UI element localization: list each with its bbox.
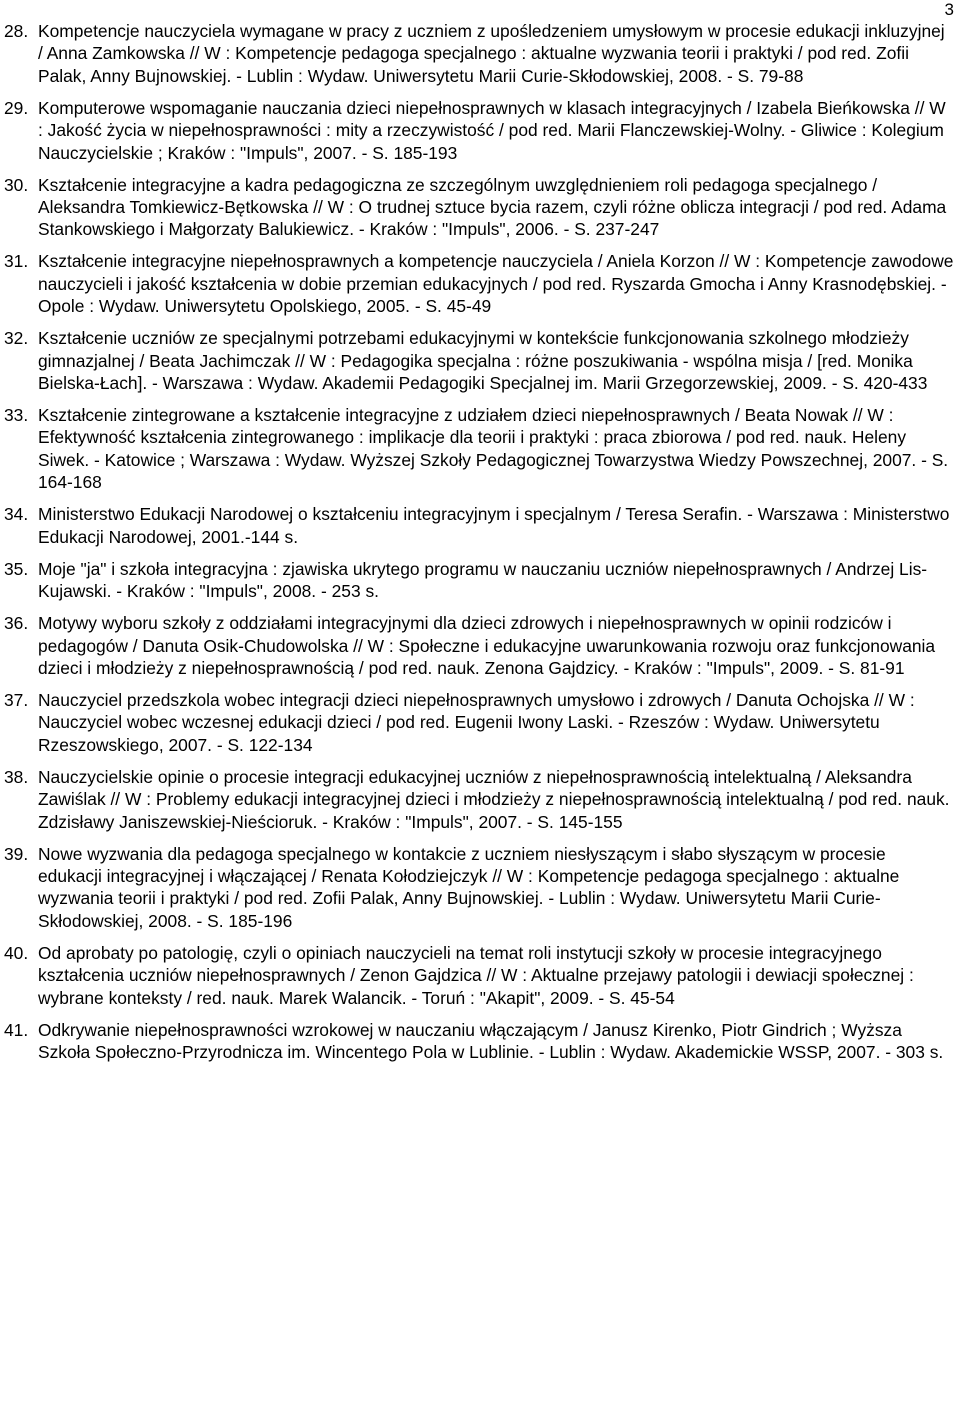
entry-number: 34.	[4, 504, 29, 525]
bibliography-entry	[0, 942, 960, 1009]
entry-number: 41.	[4, 1019, 29, 1040]
bibliography-entry	[0, 97, 960, 164]
entry-number: 40.	[4, 942, 29, 963]
entry-text: Moje "ja" i szkoła integracyjna : zjawiska ukrytego programu w nauczaniu uczniów niepełnosprawnych / Andrzej Lis-Kujawski. - Kraków : "Impuls", 2008. - 253 s.	[38, 558, 928, 602]
entry-text: Kształcenie integracyjne a kadra pedagogiczna ze szczególnym uwzględnieniem roli pedagoga specjalnego / Aleksandra Tomkiewicz-Bętkowska // W : O trudnej sztuce bycia razem, czyli różne oblicza integracji / pod red. Adama Stankowskiego i Małgorzaty Balukiewicz. - Kraków : "Impuls", 2006. - S. 237-247	[38, 174, 947, 240]
entry-number: 39.	[4, 843, 29, 864]
entry-number: 38.	[4, 766, 29, 787]
bibliography-list	[0, 20, 960, 1073]
bibliography-entry	[0, 250, 960, 317]
bibliography-entry	[0, 766, 960, 833]
entry-text: Kompetencje nauczyciela wymagane w pracy z uczniem z upośledzeniem umysłowym w procesie edukacji inkluzyjnej / Anna Zamkowska // W : Kompetencje pedagoga specjalnego : aktualne wyzwania teorii i praktyki / pod red. Zofii Palak, Anny Bujnowskiej. - Lublin : Wydaw. Uniwersytetu Marii Curie-Skłodowskiej, 2008. - S. 79-88	[38, 21, 945, 86]
bibliography-entry	[0, 503, 960, 548]
bibliography-entry	[0, 612, 960, 679]
bibliography-entry	[0, 404, 960, 494]
entry-text: Od aprobaty po patologię, czyli o opiniach nauczycieli na temat roli instytucji szkoły w procesie integracyjnego kształcenia uczniów niepełnosprawnych / Zenon Gajdzica // W : Aktualne przejawy patologii i dewiacji społecznej : wybrane konteksty / red. nauk. Marek Walancik. - Toruń : "Akapit", 2009. - S. 45-54	[38, 942, 914, 1008]
page-number: 3	[944, 0, 954, 19]
entry-number: 28.	[4, 21, 29, 41]
bibliography-entry	[0, 843, 960, 933]
entry-text: Odkrywanie niepełnosprawności wzrokowej w nauczaniu włączającym / Janusz Kirenko, Piotr Gindrich ; Wyższa Szkoła Społeczno-Przyrodnicza im. Wincentego Pola w Lublinie. - Lublin : Wydaw. Akademickie WSSP, 2007. - 303 s.	[38, 1019, 944, 1062]
entry-text: Nauczyciel przedszkola wobec integracji dzieci niepełnosprawnych umysłowo i zdrowych / Danuta Ochojska // W : Nauczyciel wobec wczesnej edukacji dzieci / pod red. Eugenii Iwony Laski. - Rzeszów : Wydaw. Uniwersytetu Rzeszowskiego, 2007. - S. 122-134	[38, 689, 915, 755]
entry-text: Nauczycielskie opinie o procesie integracji edukacyjnej uczniów z niepełnosprawnością intelektualną / Aleksandra Zawiślak // W : Problemy edukacji integracyjnej dzieci i młodzieży z niepełnosprawnością intelektualną / pod red. nauk. Zdzisławy Janiszewskiej-Nieścioruk. - Kraków : "Impuls", 2007. - S. 145-155	[38, 766, 950, 832]
entry-number: 35.	[4, 558, 29, 579]
entry-text: Motywy wyboru szkoły z oddziałami integracyjnymi dla dzieci zdrowych i niepełnosprawnych w opinii rodziców i pedagogów / Danuta Osik-Chudowolska // W : Społeczne i edukacyjne uwarunkowania rozwoju oraz funkcjonowania dzieci i młodzieży z niepełnosprawnością / pod red. nauk. Zenona Gajdzicy. - Kraków : "Impuls", 2009. - S. 81-91	[38, 613, 936, 678]
entry-number: 37.	[4, 689, 29, 710]
entry-text: Nowe wyzwania dla pedagoga specjalnego w kontakcie z uczniem niesłyszącym i słabo słyszącym w procesie edukacji integracyjnej i włączającej / Renata Kołodziejczyk // W : Kompetencje pedagoga specjalnego : aktualne wyzwania teorii i praktyki / pod red. Zofii Palak, Anny Bujnowskiej. - Lublin : Wydaw. Uniwersytetu Marii Curie-Skłodowskiej, 2008. - S. 185-196	[38, 843, 900, 931]
entry-number: 31.	[4, 251, 29, 272]
entry-number: 32.	[4, 328, 29, 349]
entry-number: 36.	[4, 613, 29, 634]
entry-number: 29.	[4, 97, 29, 118]
entry-text: Kształcenie zintegrowane a kształcenie integracyjne z udziałem dzieci niepełnosprawnych / Beata Nowak // W : Efektywność kształcenia zintegrowanego : implikacje dla teorii i praktyki : praca zbiorowa / pod red. nauk. Heleny Siwek. - Katowice ; Warszawa : Wydaw. Wyższej Szkoły Pedagogicznej Towarzystwa Wiedzy Powszechnej, 2007. - S. 164-168	[38, 405, 949, 493]
bibliography-entry	[0, 174, 960, 241]
entry-text: Kształcenie integracyjne niepełnosprawnych a kompetencje nauczyciela / Aniela Korzon // W : Kompetencje zawodowe nauczycieli i jakość kształcenia w dobie przemian edukacyjnych / pod red. Ryszarda Gmocha i Anny Krasnodębskiej. - Opole : Wydaw. Uniwersytetu Opolskiego, 2005. - S. 45-49	[38, 251, 954, 317]
entry-text: Komputerowe wspomaganie nauczania dzieci niepełnosprawnych w klasach integracyjnych / Izabela Bieńkowska // W : Jakość życia w niepełnosprawności : mity a rzeczywistość / pod red. Marii Flanczewskiej-Wolny. - Gliwice : Kolegium Nauczycielskie ; Kraków : "Impuls", 2007. - S. 185-193	[38, 97, 946, 163]
bibliography-entry	[0, 1019, 960, 1064]
entry-text: Ministerstwo Edukacji Narodowej o kształceniu integracyjnym i specjalnym / Teresa Serafin. - Warszawa : Ministerstwo Edukacji Narodowej, 2001.-144 s.	[38, 504, 950, 547]
bibliography-entry	[0, 20, 960, 87]
entry-text: Kształcenie uczniów ze specjalnymi potrzebami edukacyjnymi w kontekście funkcjonowania szkolnego młodzieży gimnazjalnej / Beata Jachimczak // W : Pedagogika specjalna : różne poszukiwania - wspólna misja / [red. Monika Bielska-Łach]. - Warszawa : Wydaw. Akademii Pedagogiki Specjalnej im. Marii Grzegorzewskiej, 2009. - S. 420-433	[38, 328, 928, 394]
bibliography-entry	[0, 327, 960, 394]
entry-number: 30.	[4, 174, 29, 195]
bibliography-entry	[0, 689, 960, 756]
entry-number: 33.	[4, 405, 29, 426]
bibliography-entry	[0, 558, 960, 603]
